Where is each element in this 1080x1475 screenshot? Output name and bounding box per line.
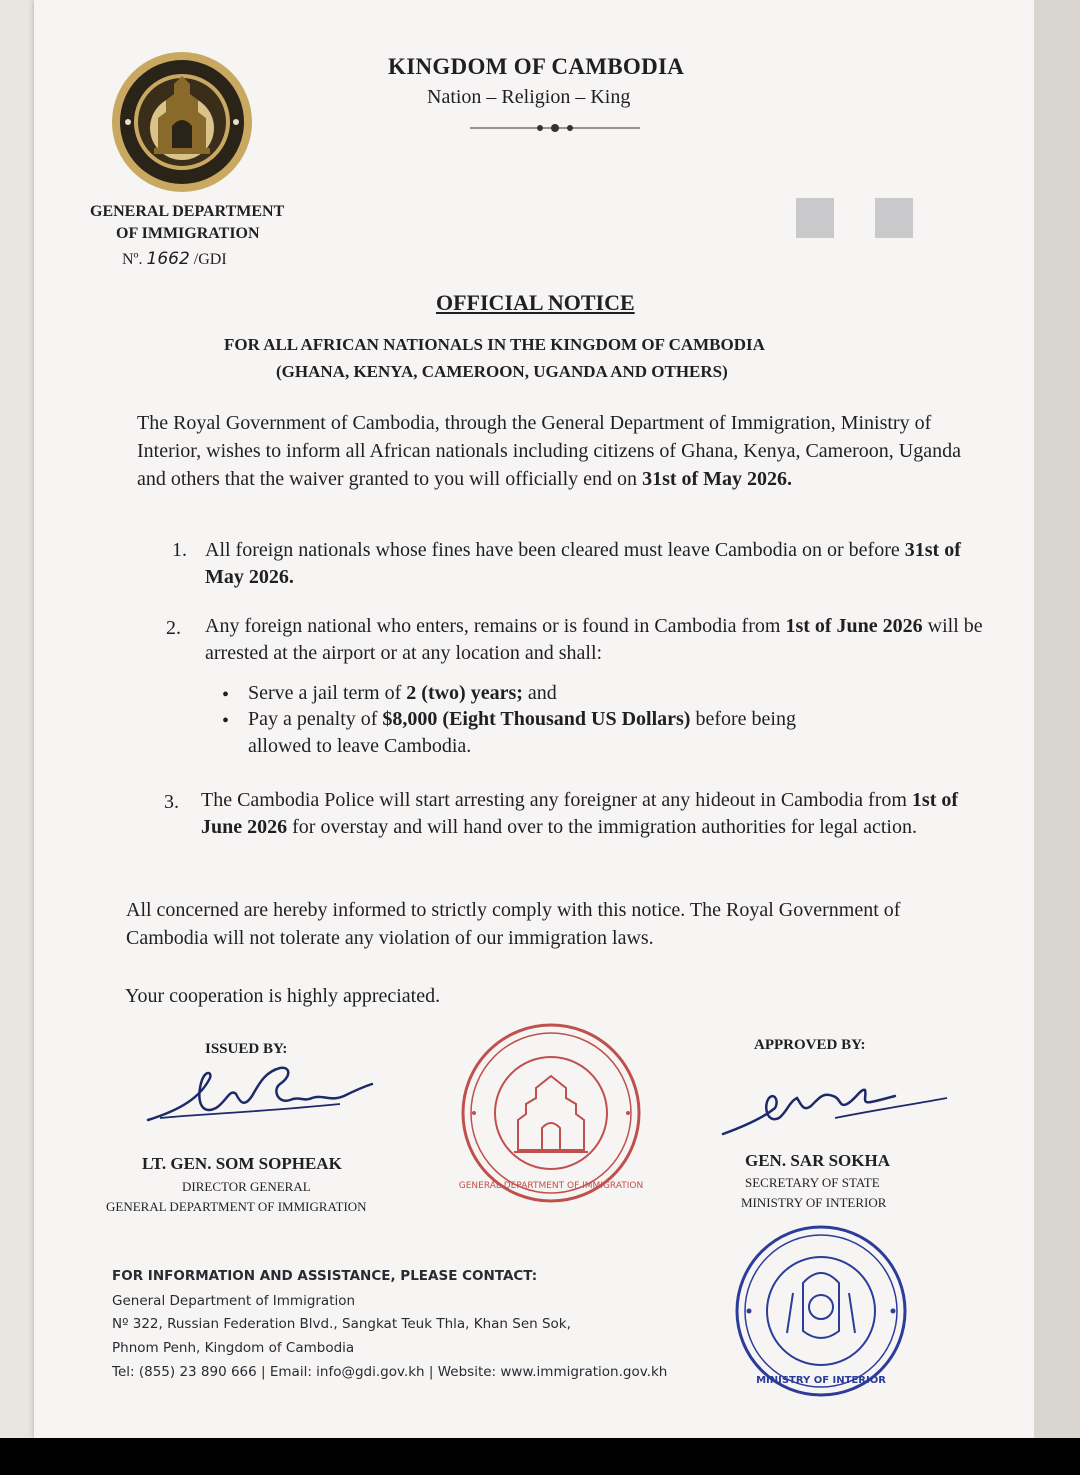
- item-3-body: The Cambodia Police will start arresting any foreigner at any hideout in Cambodia from: [201, 789, 912, 811]
- contact-line-1: General Department of Immigration: [112, 1293, 356, 1309]
- item-3-text: [201, 787, 991, 841]
- closing-paragraph: All concerned are hereby informed to strictly comply with this notice. The Royal Government of Cambodia will not tolerate any violation of our immigration laws.: [126, 899, 901, 949]
- reference-number: [122, 249, 227, 269]
- item-1-date: 31st of May 2026.: [205, 539, 961, 588]
- blue-stamp-text: MINISTRY OF INTERIOR: [756, 1375, 886, 1386]
- immigration-red-stamp-icon: [458, 1020, 644, 1206]
- contact-heading: FOR INFORMATION AND ASSISTANCE, PLEASE CONTACT:: [112, 1268, 538, 1284]
- contact-line-4: Tel: (855) 23 890 666 | Email: info@gdi.gov.kh | Website: www.immigration.gov.kh: [112, 1364, 668, 1380]
- issuer-role-1: DIRECTOR GENERAL: [182, 1179, 311, 1194]
- approver-name: GEN. SAR SOKHA: [745, 1151, 890, 1170]
- national-motto: Nation – Religion – King: [427, 86, 631, 108]
- thanks-line: Your cooperation is highly appreciated.: [125, 985, 441, 1007]
- intro-text: The Royal Government of Cambodia, through the General Department of Immigration, Ministry of Interior, wishes to inform all African nationals including citizens of Ghana, Kenya, Cameroon, Uganda and others that the waiver granted to you will officially end on: [137, 412, 961, 490]
- intro-date: 31st of May 2026.: [642, 468, 793, 490]
- item-number: 3.: [164, 791, 179, 813]
- item-3-date: 1st of June 2026: [201, 789, 959, 838]
- ministry-blue-stamp-icon: [733, 1223, 909, 1399]
- item-1-text: [205, 537, 985, 591]
- background-table: [1034, 0, 1080, 1438]
- bullet-dot: •: [222, 710, 230, 732]
- notice-title: OFFICIAL NOTICE: [436, 290, 635, 315]
- item-2-text: [205, 613, 985, 667]
- approver-role-1: SECRETARY OF STATE: [745, 1175, 880, 1190]
- issuer-role-2: GENERAL DEPARTMENT OF IMMIGRATION: [106, 1199, 367, 1214]
- approver-signature-icon: [715, 1068, 955, 1148]
- bullet-1-body: Serve a jail term of: [248, 682, 407, 704]
- item-number: 2.: [166, 617, 181, 639]
- immigration-emblem-icon: [108, 48, 256, 196]
- redaction-block: [796, 198, 834, 238]
- bullet-1-bold: 2 (two) years;: [406, 682, 523, 704]
- bullet-dot: •: [222, 684, 230, 706]
- bullet-1-after: and: [522, 682, 557, 704]
- kingdom-title: KINGDOM OF CAMBODIA: [388, 54, 685, 79]
- item-2-body: Any foreign national who enters, remains or is found in Cambodia from: [205, 615, 786, 637]
- intro-paragraph: [137, 409, 977, 493]
- notice-subtitle-line-2: (GHANA, KENYA, CAMEROON, UGANDA AND OTHERS): [276, 362, 728, 381]
- issued-by-label: ISSUED BY:: [205, 1041, 288, 1057]
- approved-by-label: APPROVED BY:: [754, 1037, 866, 1053]
- ornament-divider-icon: [470, 118, 640, 138]
- bullet-2-body: Pay a penalty of: [248, 708, 383, 730]
- item-1-body: All foreign nationals whose fines have been cleared must leave Cambodia on or before: [205, 539, 905, 561]
- contact-line-3: Phnom Penh, Kingdom of Cambodia: [112, 1340, 355, 1356]
- ref-number-handwritten: 1662: [146, 249, 190, 269]
- item-3-body-after: for overstay and will hand over to the immigration authorities for legal action.: [287, 816, 917, 838]
- approver-role-2: MINISTRY OF INTERIOR: [741, 1195, 887, 1210]
- bullet-1-text: [248, 680, 557, 707]
- notice-subtitle-line-1: FOR ALL AFRICAN NATIONALS IN THE KINGDOM OF CAMBODIA: [224, 335, 765, 354]
- item-2-body-after: will be arrested at the airport or at any location and shall:: [205, 615, 983, 664]
- issuer-signature-icon: [140, 1058, 380, 1138]
- issuer-name: LT. GEN. SOM SOPHEAK: [142, 1154, 342, 1173]
- department-line-1: GENERAL DEPARTMENT: [90, 203, 285, 220]
- bullet-2-text: [248, 706, 848, 760]
- red-stamp-text: GENERAL DEPARTMENT OF IMMIGRATION: [458, 1181, 644, 1191]
- department-line-2: OF IMMIGRATION: [116, 225, 260, 242]
- bullet-2-after: before being allowed to leave Cambodia.: [248, 708, 796, 757]
- ref-suffix: /GDI: [189, 251, 227, 268]
- item-number: 1.: [172, 539, 187, 561]
- screen-bottom-bar: [0, 1438, 1080, 1475]
- redaction-block: [875, 198, 913, 238]
- ref-prefix: Nº.: [122, 251, 147, 268]
- contact-line-2: Nº 322, Russian Federation Blvd., Sangkat Teuk Thla, Khan Sen Sok,: [112, 1316, 571, 1332]
- item-2-date: 1st of June 2026: [785, 615, 923, 637]
- bullet-2-bold: $8,000 (Eight Thousand US Dollars): [382, 708, 691, 730]
